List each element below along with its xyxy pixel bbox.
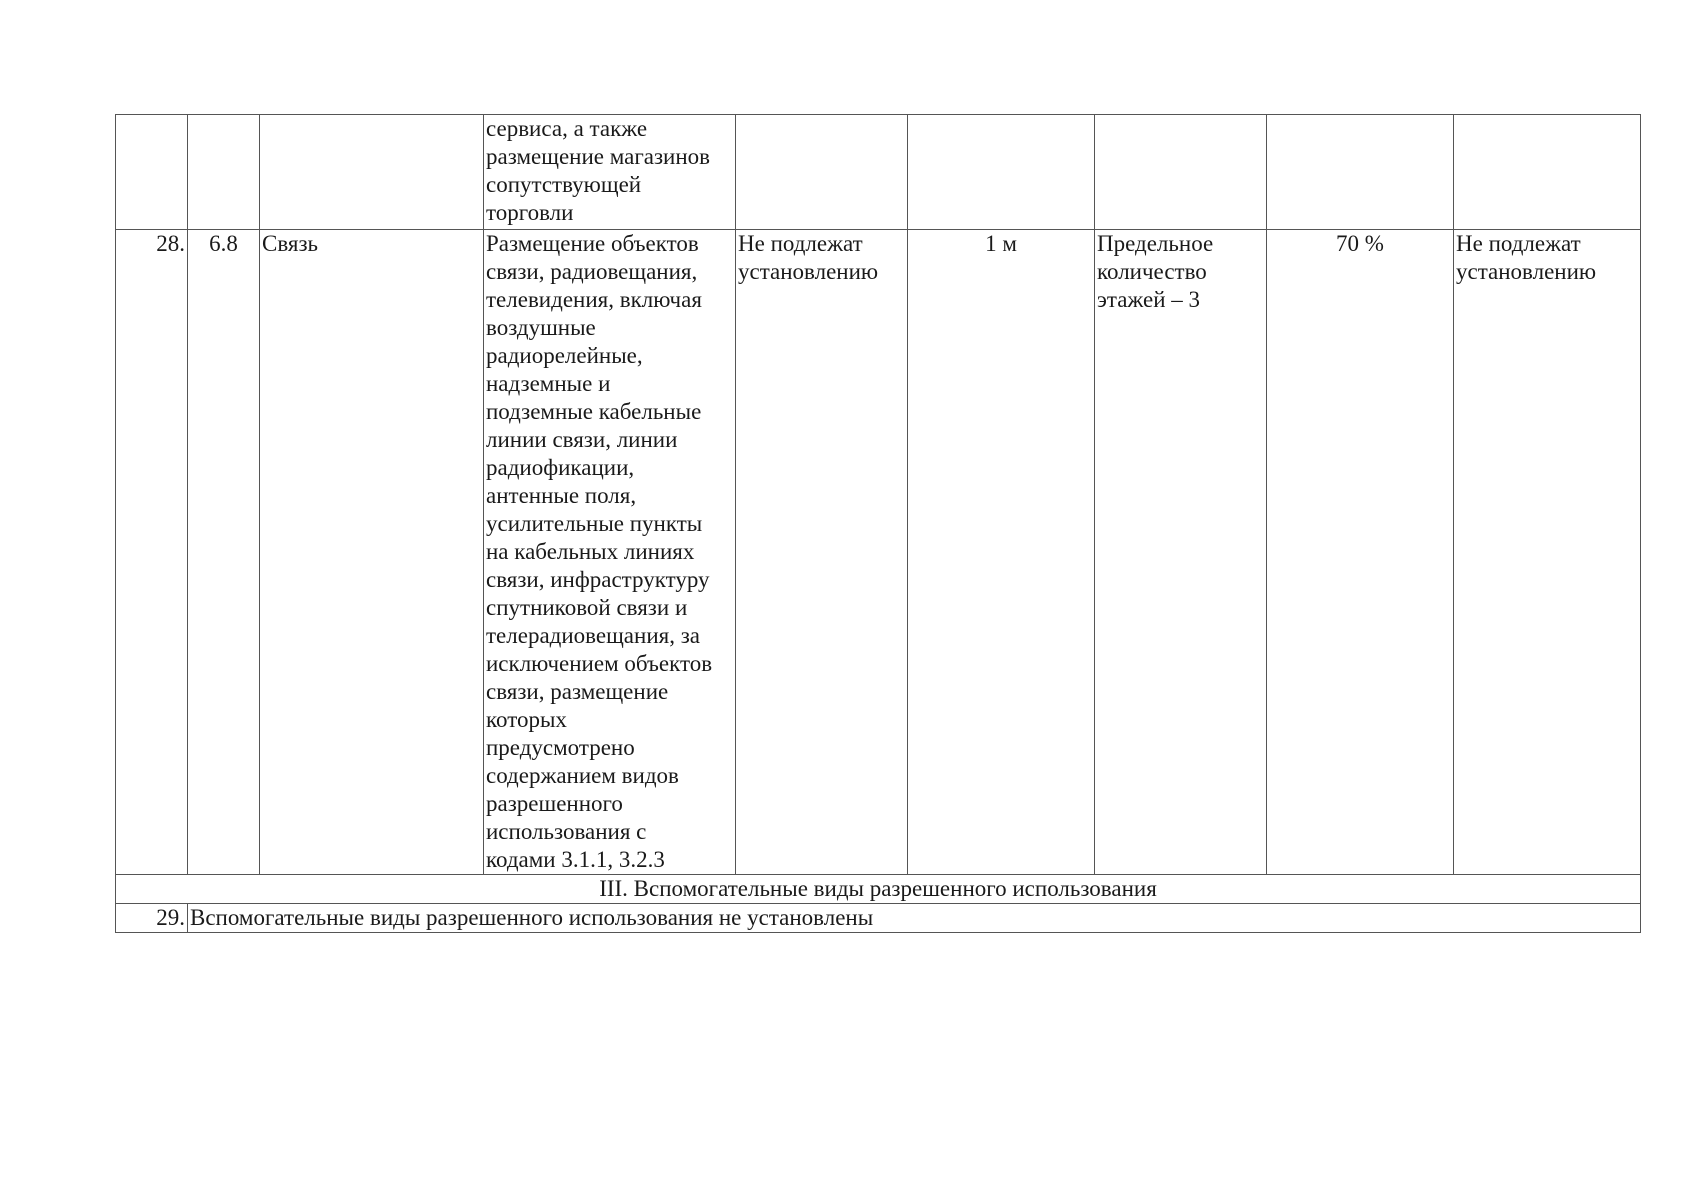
cell-coverage bbox=[1267, 115, 1454, 230]
cell-floors: Предельное количество этажей – 3 bbox=[1095, 230, 1267, 875]
cell-number: 29. bbox=[116, 904, 188, 933]
cell-name bbox=[260, 115, 484, 230]
cell-other bbox=[1454, 115, 1641, 230]
cell-code: 6.8 bbox=[188, 230, 260, 875]
table-row-28 bbox=[116, 230, 1641, 875]
land-use-table bbox=[115, 114, 1641, 933]
cell-description: Размещение объектов связи, радиовещания, телевидения, включая воздушные радиорелейные, надземные и подземные кабельные линии связи, линии радиофикации, антенные поля, усилительные пункты на кабельных линиях связи, инфраструктуру спутниковой связи и телерадиовещания, за исключением объектов связи, размещение которых предусмотрено содержанием видов разрешенного использования с кодами 3.1.1, 3.2.3 bbox=[484, 230, 736, 875]
cell-text: Вспомогательные виды разрешенного использования не установлены bbox=[188, 904, 1641, 933]
cell-description: сервиса, а также размещение магазинов сопутствующей торговли bbox=[484, 115, 736, 230]
cell-setback: 1 м bbox=[908, 230, 1095, 875]
cell-coverage: 70 % bbox=[1267, 230, 1454, 875]
table-row-29 bbox=[116, 904, 1641, 933]
table-section-header bbox=[116, 875, 1641, 904]
cell-number: 28. bbox=[116, 230, 188, 875]
cell-other: Не подлежат установлению bbox=[1454, 230, 1641, 875]
cell-plot-size bbox=[736, 115, 908, 230]
cell-number bbox=[116, 115, 188, 230]
cell-code bbox=[188, 115, 260, 230]
cell-setback bbox=[908, 115, 1095, 230]
table-row-continuation bbox=[116, 115, 1641, 230]
cell-floors bbox=[1095, 115, 1267, 230]
cell-plot-size: Не подлежат установлению bbox=[736, 230, 908, 875]
section-title: III. Вспомогательные виды разрешенного использования bbox=[116, 875, 1641, 904]
cell-name: Связь bbox=[260, 230, 484, 875]
